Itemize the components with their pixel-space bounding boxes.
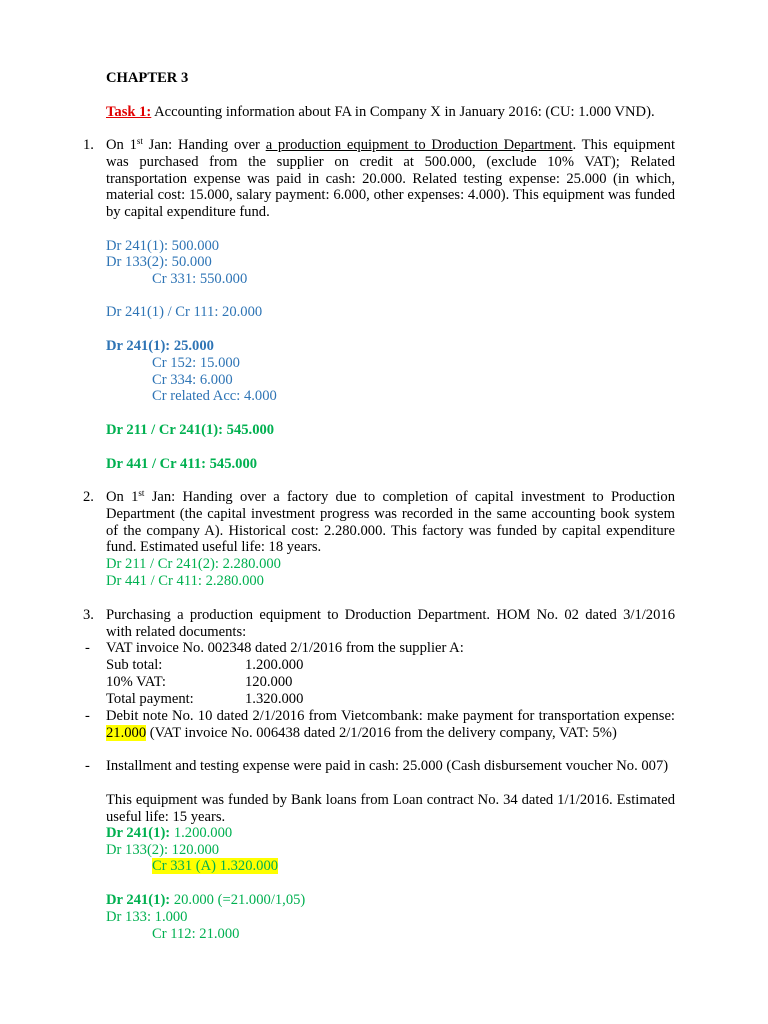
item2-sup: st <box>138 488 145 498</box>
item1-rest: . This equipment was purchased from the supplier on credit at 500.000, (exclude 10% VAT); Related transportation expense was paid in cash: 20.000. Related testing expense: 25.000 (in which, material cost: 15.000, salary payment: 6.000, other expenses: 4.000). This equipment was funded by capital expenditure fund. <box>106 137 675 221</box>
journal-entry: Dr 133(2): 120.000 <box>106 842 220 858</box>
bullet-3: Installment and testing expense were paid in cash: 25.000 (Cash disbursement voucher No. 007) <box>106 758 669 774</box>
bullet-1: VAT invoice No. 002348 dated 2/1/2016 from the supplier A: <box>106 640 464 656</box>
vat-label: 10% VAT: <box>106 674 166 690</box>
highlighted-amount: 21.000 <box>106 724 147 741</box>
item-number: 3. <box>83 607 94 623</box>
item2-text <box>106 489 675 556</box>
journal-entry-dr: Dr 241(1): <box>106 825 171 841</box>
journal-entry: Dr 211 / Cr 241(2): 2.280.000 <box>106 556 281 572</box>
bullet-2 <box>106 708 675 742</box>
chapter-title: CHAPTER 3 <box>106 70 189 86</box>
journal-entry: Dr 441 / Cr 411: 2.280.000 <box>106 573 264 589</box>
item1-on: On 1 <box>106 137 137 153</box>
journal-entry: Cr 112: 21.000 <box>152 926 240 942</box>
journal-entry: Dr 211 / Cr 241(1): 545.000 <box>106 422 275 438</box>
item2-body: Jan: Handing over a factory due to completion of capital investment to Production Department (the capital investment progress was recorded in the same accounting book system of the company A). Historical cost: 2.280.000. This factory was funded by capital expenditure fund. Estimated useful life: 18 years. <box>106 489 675 556</box>
journal-entry: Dr 241(1): 500.000 <box>106 238 220 254</box>
task-label: Task 1: <box>106 104 152 120</box>
journal-entry: Dr 133(2): 50.000 <box>106 254 212 270</box>
journal-entry: Cr 334: 6.000 <box>152 372 233 388</box>
item-number: 2. <box>83 489 94 505</box>
journal-entry-dr: Dr 241(1): <box>106 892 171 908</box>
bullet-2-pre: Debit note No. 10 dated 2/1/2016 from Vietcombank: make payment for transportation expense: <box>106 708 675 724</box>
total-value: 1.320.000 <box>245 691 304 707</box>
bullet-dash: - <box>85 708 90 724</box>
funding-note: This equipment was funded by Bank loans from Loan contract No. 34 dated 1/1/2016. Estimated useful life: 15 years. <box>106 792 675 825</box>
highlighted-entry: Cr 331 (A) 1.320.000 <box>152 858 279 874</box>
subtotal-value: 1.200.000 <box>245 657 304 673</box>
item1-text <box>106 137 675 221</box>
item1-lead: Jan: Handing over <box>142 137 266 153</box>
item2-on: On 1 <box>106 489 139 505</box>
subtotal-label: Sub total: <box>106 657 163 673</box>
item3-text: Purchasing a production equipment to Droduction Department. HOM No. 02 dated 3/1/2016 with related documents: <box>106 607 675 640</box>
bullet-dash: - <box>85 758 90 774</box>
journal-entry: Cr related Acc: 4.000 <box>152 388 277 404</box>
journal-entry: Dr 441 / Cr 411: 545.000 <box>106 456 258 472</box>
journal-entry-value: 20.000 (=21.000/1,05) <box>170 892 306 908</box>
bullet-dash: - <box>85 640 90 656</box>
vat-value: 120.000 <box>245 674 293 690</box>
item-number: 1. <box>83 137 94 153</box>
item1-sup: st <box>136 136 143 146</box>
journal-entry <box>152 858 278 875</box>
bullet-2-post: (VAT invoice No. 006438 dated 2/1/2016 from the delivery company, VAT: 5%) <box>146 724 617 741</box>
journal-entry: Dr 241(1) / Cr 111: 20.000 <box>106 304 263 320</box>
journal-entry <box>106 825 232 842</box>
total-label: Total payment: <box>106 691 194 707</box>
journal-entry <box>106 892 305 909</box>
item1-underlined: a production equipment to Droduction Department <box>265 137 573 153</box>
journal-entry: Cr 331: 550.000 <box>152 271 248 287</box>
task-intro <box>106 104 675 121</box>
journal-entry: Dr 241(1): 25.000 <box>106 338 214 354</box>
journal-entry: Cr 152: 15.000 <box>152 355 240 371</box>
task-intro-text: Accounting information about FA in Company X in January 2016: (CU: 1.000 VND). <box>151 104 655 120</box>
journal-entry-value: 1.200.000 <box>170 825 233 841</box>
journal-entry: Dr 133: 1.000 <box>106 909 188 925</box>
